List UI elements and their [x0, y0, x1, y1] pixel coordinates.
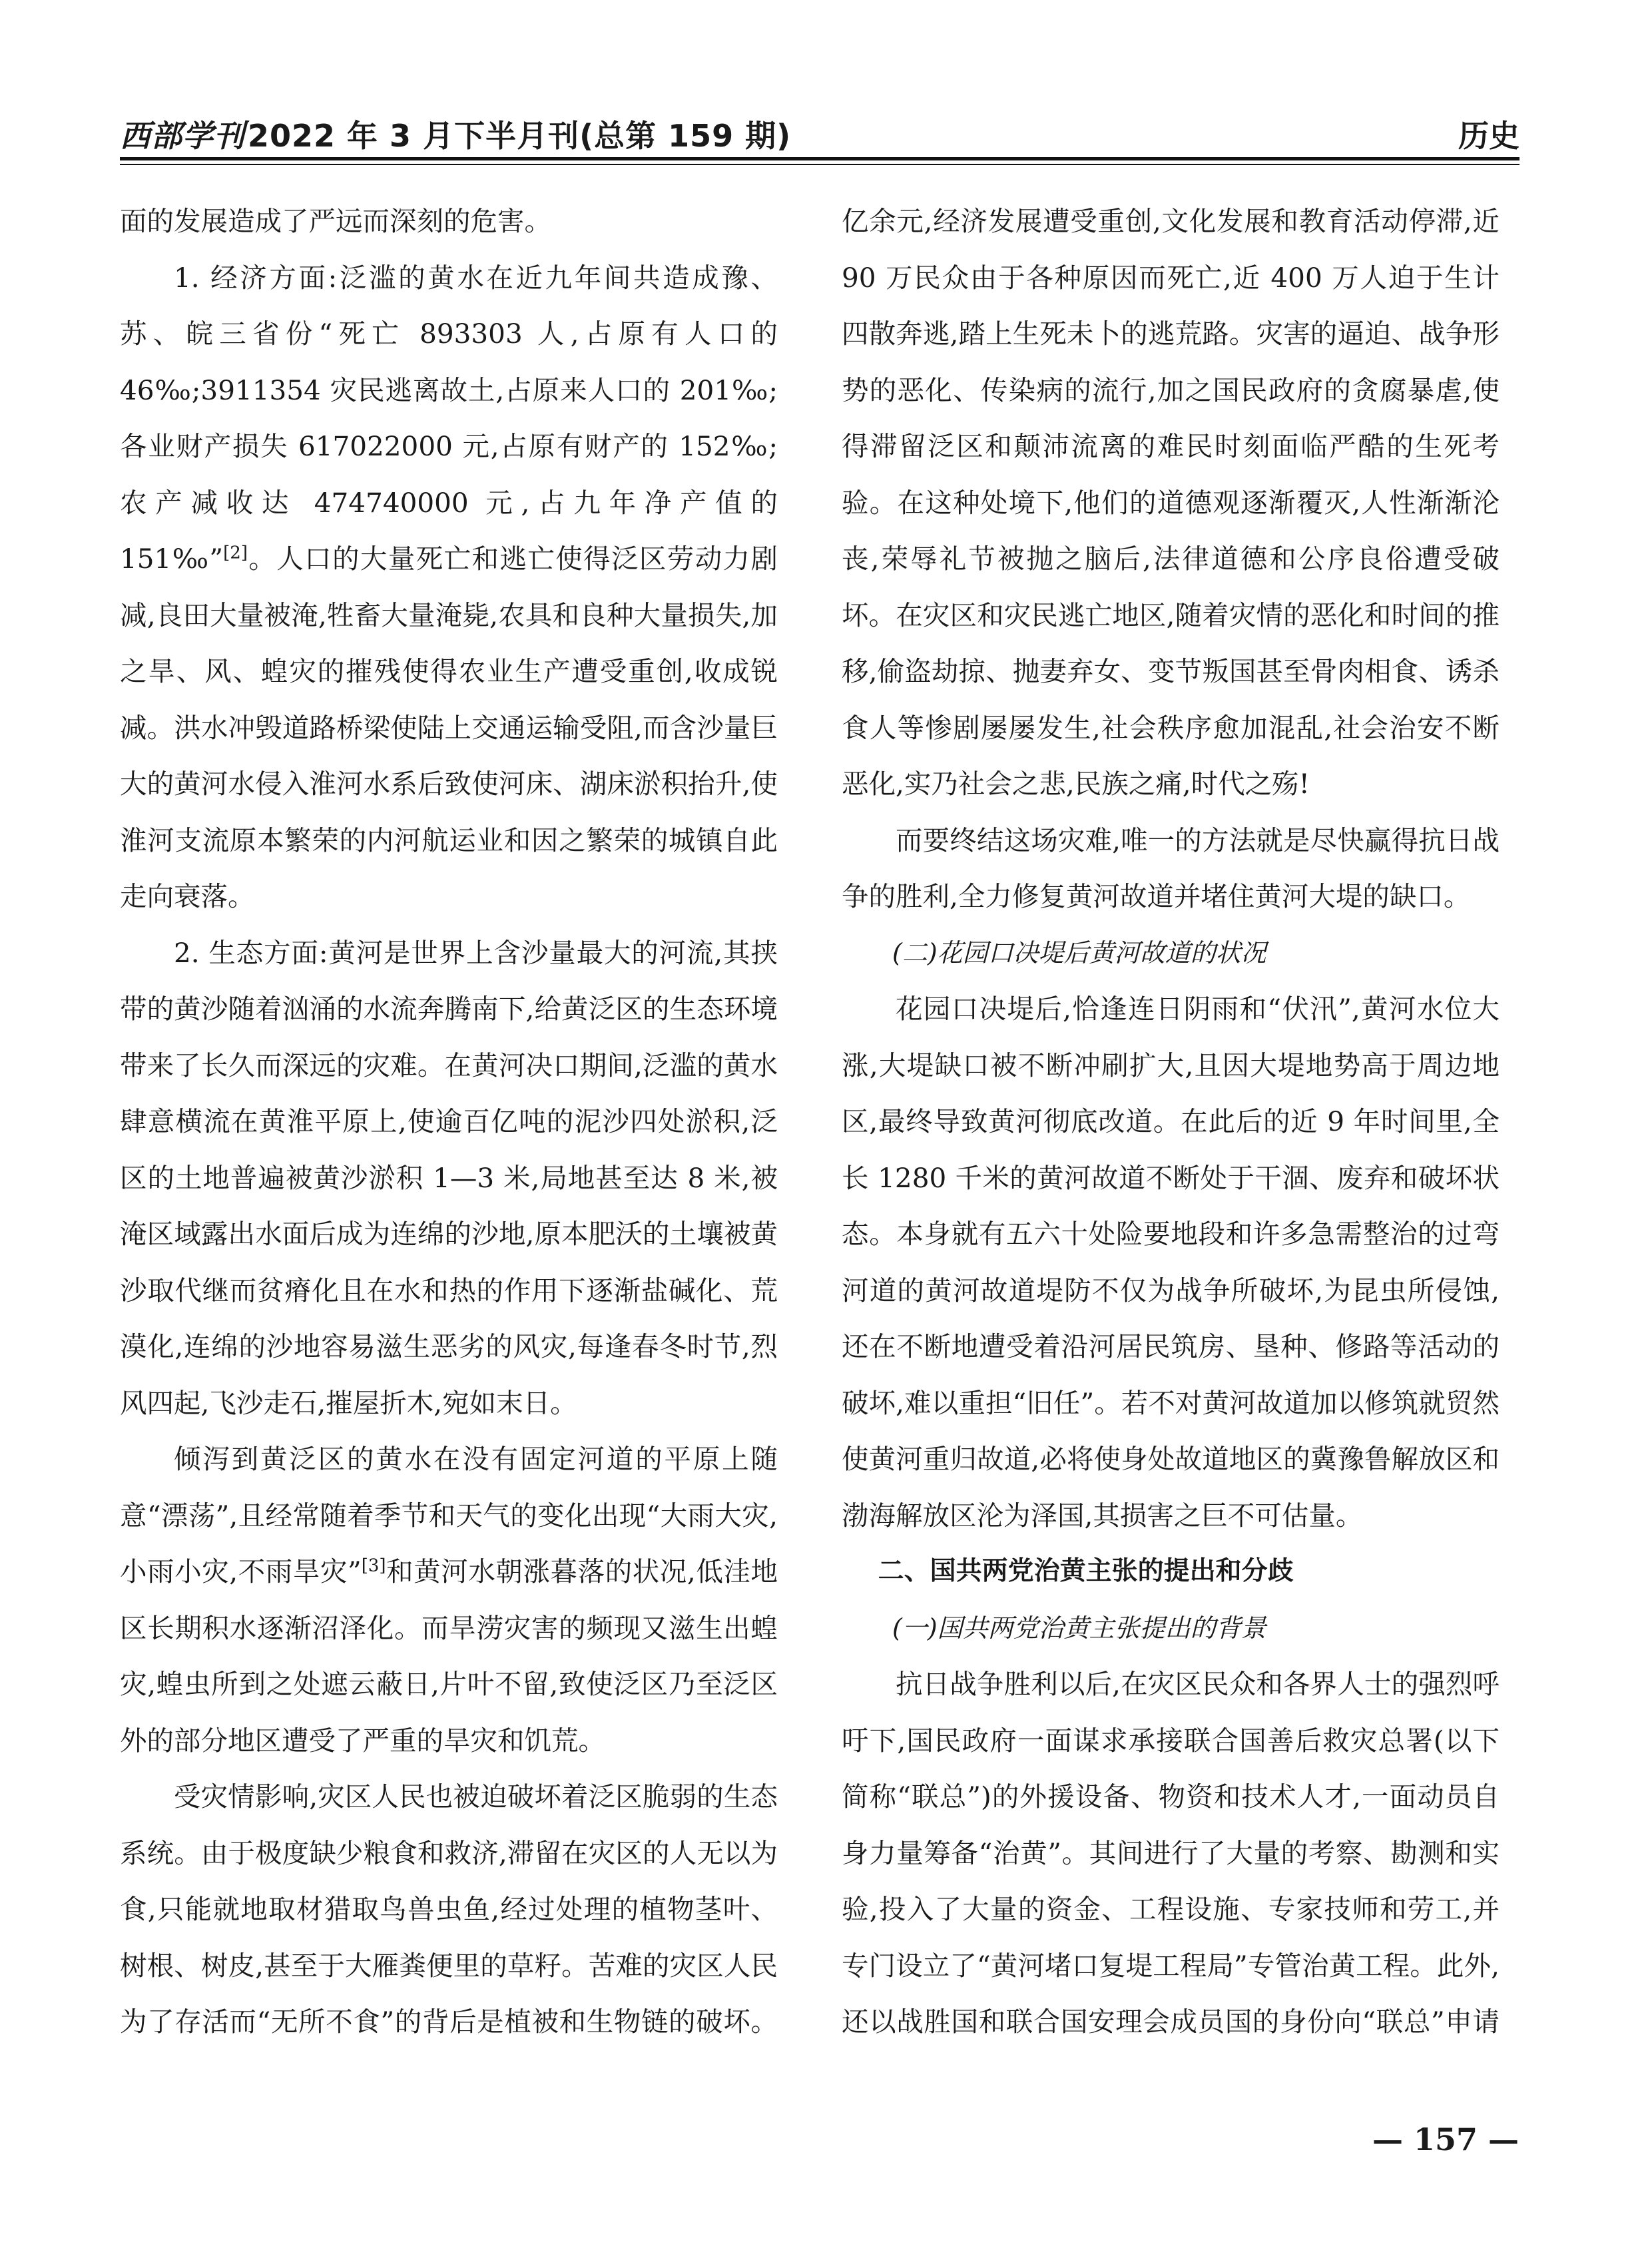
- paragraph-text: 。人口的大量死亡和逃亡使得泛区劳动力剧减,良田大量被淹,牲畜大量淹毙,农具和良种大量损失,加之旱、风、蝗灾的摧残使得农业生产遭受重创,收成锐减。洪水冲毁道路桥梁使陆上交通运输受阻,而含沙量巨大的黄河水侵入淮河水系后致使河床、湖床淤积抬升,使淮河支流原本繁荣的内河航运业和因之繁荣的城镇自此走向衰落。: [120, 543, 778, 912]
- journal-issue: 2022 年 3 月下半月刊(总第 159 期): [248, 118, 792, 154]
- right-column: [842, 193, 1500, 2051]
- paragraph: [120, 1431, 778, 1769]
- page-header: [120, 107, 1519, 166]
- paragraph: 面的发展造成了严远而深刻的危害。: [120, 205, 551, 237]
- citation-ref: [2]: [223, 543, 248, 563]
- section-heading: 二、国共两党治黄主张的提出和分歧: [878, 1556, 1294, 1586]
- paragraph: 亿余元,经济发展遭受重创,文化发展和教育活动停滞,近 90 万民众由于各种原因而死亡,近 400 万人迫于生计四散奔逃,踏上生死未卜的逃荒路。灾害的逼迫、战争形势的恶化、传染病的流行,加之国民政府的贪腐暴虐,使得滞留泛区和颠沛流离的难民时刻面临严酷的生死考验。在这种处境下,他们的道德观逐渐覆灭,人性渐渐沦丧,荣辱礼节被抛之脑后,法律道德和公序良俗遭受破坏。在灾区和灾民逃亡地区,随着灾情的恶化和时间的推移,偷盗劫掠、抛妻弃女、变节叛国甚至骨肉相食、诱杀食人等惨剧屡屡发生,社会秩序愈加混乱,社会治安不断恶化,实乃社会之悲,民族之痛,时代之殇!: [842, 205, 1500, 800]
- journal-logo: 西部学刊: [120, 118, 245, 154]
- left-column: [120, 193, 778, 2051]
- paragraph: 受灾情影响,灾区人民也被迫破坏着泛区脆弱的生态系统。由于极度缺少粮食和救济,滞留在灾区的人无以为食,只能就地取材猎取鸟兽虫鱼,经过处理的植物茎叶、树根、树皮,甚至于大雁粪便里的草籽。苦难的灾区人民为了存活而“无所不食”的背后是植被和生物链的破坏。: [120, 1781, 778, 2038]
- paragraph-ecology: 2. 生态方面:黄河是世界上含沙量最大的河流,其挟带的黄沙随着汹涌的水流奔腾南下,给黄泛区的生态环境带来了长久而深远的灾难。在黄河决口期间,泛滥的黄水肆意横流在黄淮平原上,使逾百亿吨的泥沙四处淤积,泛区的土地普遍被黄沙淤积 1—3 米,局地甚至达 8 米,被淹区域露出水面后成为连绵的沙地,原本肥沃的土壤被黄沙取代继而贫瘠化且在水和热的作用下逐渐盐碱化、荒漠化,连绵的沙地容易滋生恶劣的风灾,每逢春冬时节,烈风四起,飞沙走石,摧屋折木,宛如末日。: [120, 936, 778, 1419]
- paragraph-economy: [120, 250, 778, 925]
- subsection-heading: (二)花园口决堤后黄河故道的状况: [892, 938, 1266, 968]
- journal-title: [120, 112, 791, 156]
- paragraph-text: 和黄河水朝涨暮落的状况,低洼地区长期积水逐渐沼泽化。而旱涝灾害的频现又滋生出蝗灾,蝗虫所到之处遮云蔽日,片叶不留,致使泛区乃至泛区外的部分地区遭受了严重的旱灾和饥荒。: [120, 1555, 778, 1757]
- paragraph: 而要终结这场灾难,唯一的方法就是尽快赢得抗日战争的胜利,全力修复黄河故道并堵住黄河大堤的缺口。: [842, 824, 1500, 912]
- paragraph-text: 1. 经济方面:泛滥的黄水在近九年间共造成豫、苏、皖三省份“死亡 893303 人,占原有人口的 46‰;3911354 灾民逃离故土,占原来人口的 201‰;各业财产损失 617022000 元,占原有财产的 152‰;农产减收达 474740000 元,占九年净产值的 151‰”: [120, 261, 778, 575]
- page-number: — 157 —: [1372, 2121, 1519, 2157]
- citation-ref: [3]: [361, 1555, 386, 1576]
- paragraph: 抗日战争胜利以后,在灾区民众和各界人士的强烈呼吁下,国民政府一面谋求承接联合国善后救灾总署(以下简称“联总”)的外援设备、物资和技术人才,一面动员自身力量筹备“治黄”。其间进行了大量的考察、勘测和实验,投入了大量的资金、工程设施、专家技师和劳工,并专门设立了“黄河堵口复堤工程局”专管治黄工程。此外,还以战胜国和联合国安理会成员国的身份向“联总”申请: [842, 1668, 1500, 2038]
- header-rule-thin: [120, 164, 1519, 165]
- header-rule-thick: [120, 157, 1519, 160]
- paragraph-text: 倾泻到黄泛区的黄水在没有固定河道的平原上随意“漂荡”,且经常随着季节和天气的变化出现“大雨大灾,小雨小灾,不雨旱灾”: [120, 1443, 778, 1587]
- paragraph: 花园口决堤后,恰逢连日阴雨和“伏汛”,黄河水位大涨,大堤缺口被不断冲刷扩大,且因大堤地势高于周边地区,最终导致黄河彻底改道。在此后的近 9 年时间里,全长 1280 千米的黄河故道不断处于干涸、废弃和破坏状态。本身就有五六十处险要地段和许多急需整治的过弯河道的黄河故道堤防不仅为战争所破坏,为昆虫所侵蚀,还在不断地遭受着沿河居民筑房、垦种、修路等活动的破坏,难以重担“旧任”。若不对黄河故道加以修筑就贸然使黄河重归故道,必将使身处故道地区的冀豫鲁解放区和渤海解放区沦为泽国,其损害之巨不可估量。: [842, 993, 1500, 1532]
- subsection-heading: (一)国共两党治黄主张提出的背景: [892, 1613, 1266, 1643]
- section-label: 历史: [1458, 118, 1519, 154]
